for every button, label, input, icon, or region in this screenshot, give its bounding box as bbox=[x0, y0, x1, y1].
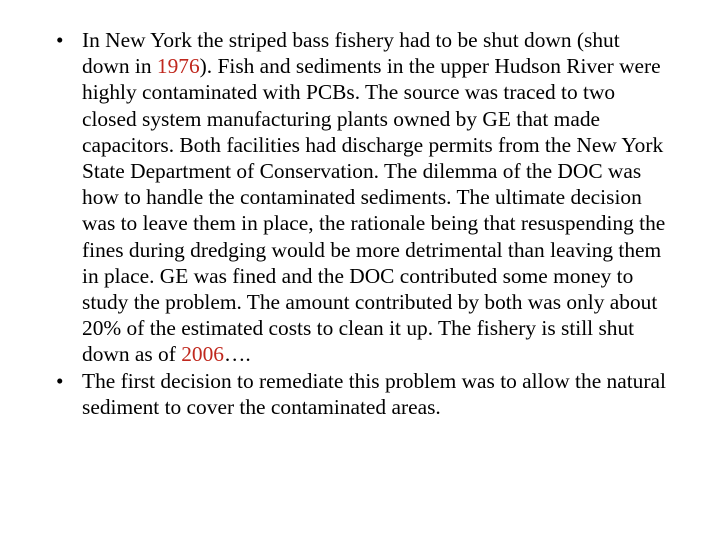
year-2006: 2006 bbox=[181, 342, 224, 367]
bullet-item-striped-bass bbox=[56, 27, 668, 368]
ellipsis: …. bbox=[224, 342, 251, 367]
bullet-list bbox=[56, 27, 668, 420]
bullet-text: In New York the striped bass fishery had to be shut down (shut down in bbox=[82, 28, 620, 79]
bullet-marker: • bbox=[56, 28, 64, 52]
bullet-marker: • bbox=[56, 368, 64, 393]
bullet-text-continued: ). Fish and sediments in the upper Hudson River were highly contaminated with PCBs. The source was traced to two closed system manufacturing plants owned by GE that made capacitors. Both facilities had discharge permits from the New York State Department of Conservation. The dilemma of the DOC was how to handle the contaminated sediments. The ultimate decision was to leave them in place, the rationale being that resuspending the fines during dredging would be more detrimental than leaving them in place. GE was fined and the DOC contributed some money to study the problem. The amount contributed by both was only about 20% of the estimated costs to clean it up. The fishery is still shut down as of bbox=[82, 54, 666, 367]
year-1976: 1976 bbox=[156, 54, 200, 79]
bullet-item-remediation bbox=[56, 368, 668, 420]
bullet-text: The first decision to remediate this problem was to allow the natural sediment to cover the contaminated areas. bbox=[82, 368, 666, 419]
